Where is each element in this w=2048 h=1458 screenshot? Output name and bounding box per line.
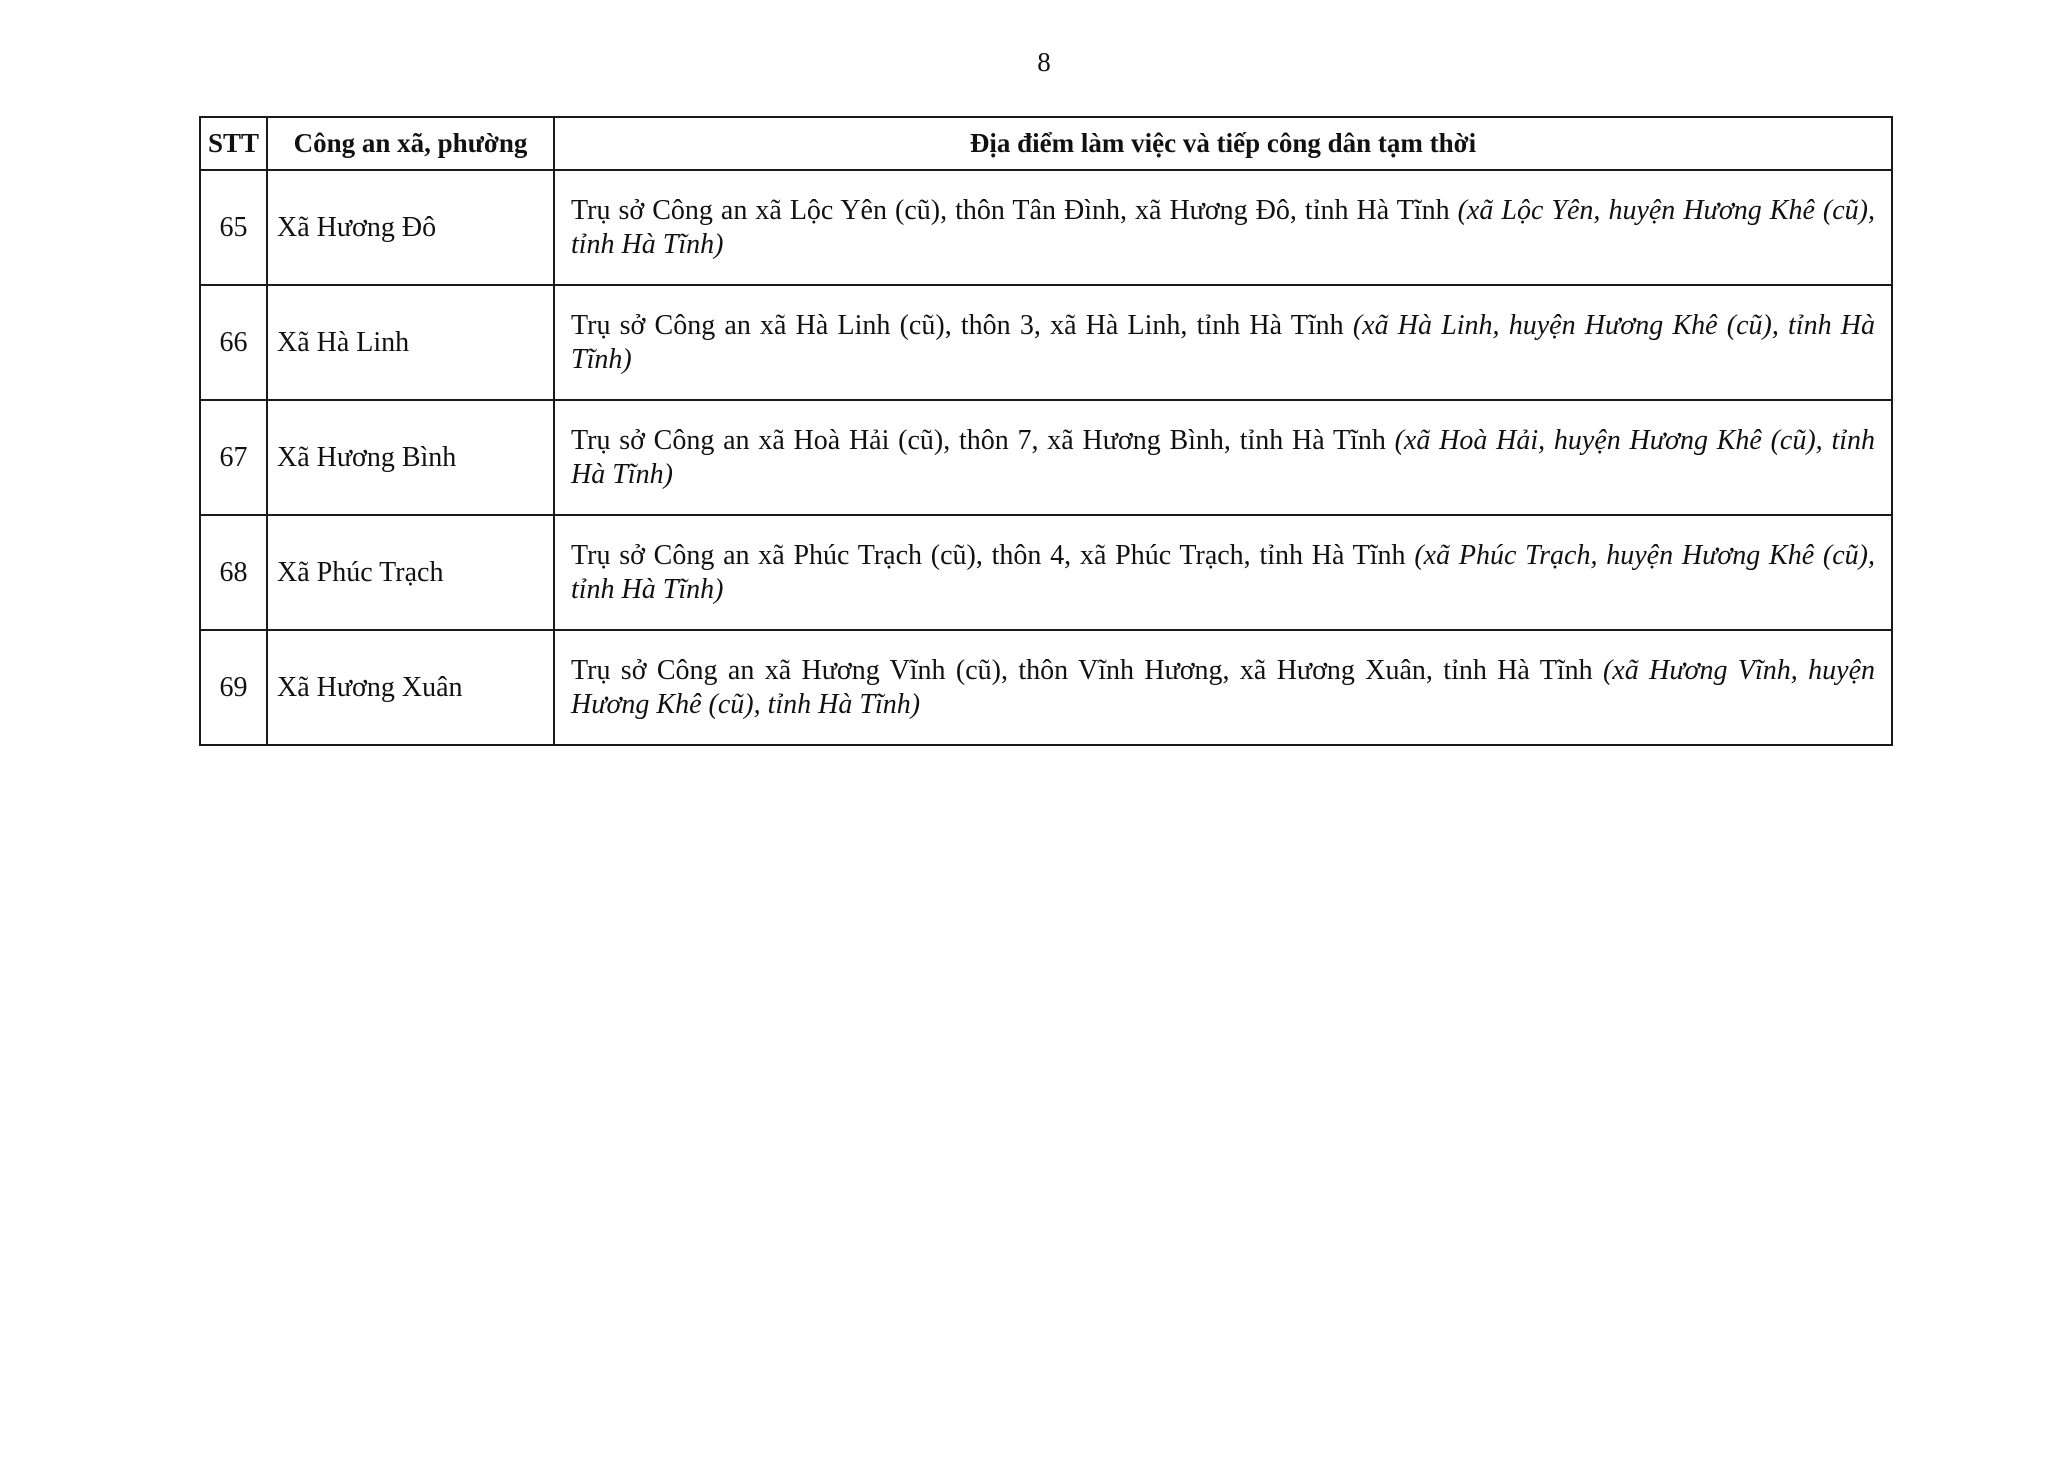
row-location [554, 170, 1892, 285]
row-stt: 65 [200, 170, 267, 285]
header-unit: Công an xã, phường [267, 117, 554, 170]
row-location [554, 285, 1892, 400]
table-row [200, 170, 1892, 285]
header-stt: STT [200, 117, 267, 170]
row-address: Trụ sở Công an xã Hương Vĩnh (cũ), thôn Vĩnh Hương, xã Hương Xuân, tỉnh Hà Tĩnh [571, 654, 1593, 686]
row-note: (xã Hương Vĩnh, huyện Hương Khê (cũ), tỉnh Hà Tĩnh) [571, 654, 1875, 720]
row-address: Trụ sở Công an xã Lộc Yên (cũ), thôn Tân Đình, xã Hương Đô, tỉnh Hà Tĩnh [571, 194, 1450, 226]
police-location-table [199, 116, 1893, 746]
row-note: (xã Lộc Yên, huyện Hương Khê (cũ), tỉnh Hà Tĩnh) [571, 194, 1875, 260]
table-row [200, 630, 1892, 745]
row-stt: 67 [200, 400, 267, 515]
row-note: (xã Hoà Hải, huyện Hương Khê (cũ), tỉnh Hà Tĩnh) [571, 424, 1875, 490]
table-row [200, 515, 1892, 630]
row-address: Trụ sở Công an xã Phúc Trạch (cũ), thôn 4, xã Phúc Trạch, tỉnh Hà Tĩnh [571, 539, 1406, 571]
row-address: Trụ sở Công an xã Hoà Hải (cũ), thôn 7, xã Hương Bình, tỉnh Hà Tĩnh [571, 424, 1386, 456]
row-note: (xã Phúc Trạch, huyện Hương Khê (cũ), tỉnh Hà Tĩnh) [571, 539, 1876, 605]
row-stt: 68 [200, 515, 267, 630]
row-note: (xã Hà Linh, huyện Hương Khê (cũ), tỉnh Hà Tĩnh) [571, 309, 1876, 375]
row-location [554, 630, 1892, 745]
row-unit: Xã Hương Đô [267, 170, 554, 285]
row-unit: Xã Hà Linh [267, 285, 554, 400]
row-stt: 66 [200, 285, 267, 400]
table-header-row [200, 117, 1892, 170]
row-address: Trụ sở Công an xã Hà Linh (cũ), thôn 3, xã Hà Linh, tỉnh Hà Tĩnh [571, 309, 1344, 341]
row-unit: Xã Hương Xuân [267, 630, 554, 745]
row-stt: 69 [200, 630, 267, 745]
page-number: 8 [1037, 47, 1051, 77]
table-row [200, 400, 1892, 515]
table-row [200, 285, 1892, 400]
row-unit: Xã Phúc Trạch [267, 515, 554, 630]
row-location [554, 400, 1892, 515]
header-location: Địa điểm làm việc và tiếp công dân tạm thời [554, 117, 1892, 170]
row-location [554, 515, 1892, 630]
row-unit: Xã Hương Bình [267, 400, 554, 515]
